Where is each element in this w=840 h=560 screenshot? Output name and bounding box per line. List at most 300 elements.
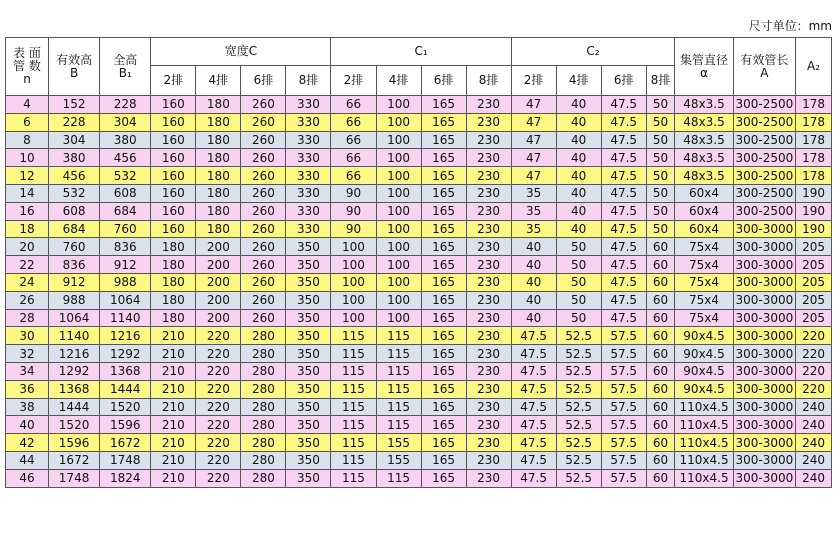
table-cell: 57.5 — [601, 451, 646, 469]
table-cell: 60 — [646, 398, 675, 416]
table-cell: 48x3.5 — [675, 131, 733, 149]
table-cell: 300-3000 — [733, 398, 795, 416]
table-cell: 60 — [646, 380, 675, 398]
table-cell: 210 — [151, 327, 196, 345]
table-cell: 100 — [376, 131, 421, 149]
table-cell: 260 — [241, 309, 286, 327]
table-cell: 180 — [196, 220, 241, 238]
table-row — [6, 345, 832, 363]
table-cell: 57.5 — [601, 327, 646, 345]
table-cell: 115 — [331, 469, 376, 487]
table-cell: 230 — [466, 149, 511, 167]
table-cell: 230 — [466, 96, 511, 114]
table-cell: 40 — [511, 273, 556, 291]
table-cell: 110x4.5 — [675, 416, 733, 434]
table-cell: 230 — [466, 380, 511, 398]
table-cell: 90 — [331, 202, 376, 220]
table-cell: 280 — [241, 345, 286, 363]
table-cell: 1444 — [100, 380, 151, 398]
table-cell: 28 — [6, 309, 49, 327]
table-cell: 38 — [6, 398, 49, 416]
table-cell: 988 — [48, 291, 99, 309]
table-cell: 52.5 — [556, 434, 601, 452]
header-effective-height-line2: B — [69, 65, 79, 80]
table-cell: 52.5 — [556, 345, 601, 363]
table-cell: 912 — [48, 273, 99, 291]
table-cell: 75x4 — [675, 273, 733, 291]
table-cell: 16 — [6, 202, 49, 220]
table-cell: 1824 — [100, 469, 151, 487]
table-row — [6, 184, 832, 202]
table-body — [6, 96, 832, 488]
table-row — [6, 469, 832, 487]
table-cell: 165 — [421, 345, 466, 363]
table-cell: 47.5 — [511, 398, 556, 416]
table-cell: 75x4 — [675, 238, 733, 256]
table-cell: 115 — [331, 345, 376, 363]
table-cell: 350 — [286, 256, 331, 274]
table-cell: 330 — [286, 149, 331, 167]
table-cell: 50 — [646, 184, 675, 202]
table-cell: 50 — [556, 238, 601, 256]
table-cell: 40 — [556, 202, 601, 220]
table-cell: 205 — [796, 238, 832, 256]
table-cell: 300-2500 — [733, 149, 795, 167]
table-cell: 100 — [376, 291, 421, 309]
table-cell: 40 — [511, 238, 556, 256]
table-cell: 40 — [511, 291, 556, 309]
table-cell: 60 — [646, 451, 675, 469]
table-cell: 230 — [466, 327, 511, 345]
table-cell: 165 — [421, 309, 466, 327]
table-cell: 110x4.5 — [675, 451, 733, 469]
table-cell: 230 — [466, 309, 511, 327]
table-cell: 40 — [556, 184, 601, 202]
table-cell: 220 — [196, 380, 241, 398]
table-cell: 75x4 — [675, 309, 733, 327]
header-c2-row-2: 2排 — [511, 66, 556, 96]
table-cell: 230 — [466, 434, 511, 452]
table-cell: 230 — [466, 131, 511, 149]
table-cell: 300-2500 — [733, 131, 795, 149]
table-cell: 165 — [421, 238, 466, 256]
table-row — [6, 202, 832, 220]
table-cell: 42 — [6, 434, 49, 452]
table-cell: 160 — [151, 149, 196, 167]
table-cell: 47 — [511, 131, 556, 149]
table-cell: 100 — [331, 291, 376, 309]
header-c1-row-2: 2排 — [331, 66, 376, 96]
table-cell: 350 — [286, 398, 331, 416]
table-cell: 155 — [376, 451, 421, 469]
table-cell: 47 — [511, 167, 556, 185]
table-cell: 20 — [6, 238, 49, 256]
table-cell: 160 — [151, 202, 196, 220]
table-cell: 1672 — [48, 451, 99, 469]
table-cell: 75x4 — [675, 256, 733, 274]
table-cell: 1292 — [100, 345, 151, 363]
table-cell: 165 — [421, 434, 466, 452]
table-cell: 220 — [196, 434, 241, 452]
table-cell: 178 — [796, 167, 832, 185]
table-cell: 110x4.5 — [675, 434, 733, 452]
table-cell: 210 — [151, 451, 196, 469]
table-cell: 230 — [466, 451, 511, 469]
table-cell: 300-2500 — [733, 202, 795, 220]
table-cell: 180 — [196, 131, 241, 149]
table-cell: 18 — [6, 220, 49, 238]
header-effective-length — [733, 38, 795, 96]
table-cell: 66 — [331, 113, 376, 131]
header-effective-length-line2: A — [760, 65, 769, 80]
table-cell: 280 — [241, 451, 286, 469]
table-cell: 190 — [796, 184, 832, 202]
table-cell: 1672 — [100, 434, 151, 452]
table-cell: 180 — [196, 149, 241, 167]
table-cell: 300-2500 — [733, 113, 795, 131]
table-cell: 300-3000 — [733, 273, 795, 291]
table-cell: 57.5 — [601, 398, 646, 416]
table-cell: 52.5 — [556, 380, 601, 398]
table-cell: 180 — [151, 238, 196, 256]
table-cell: 90x4.5 — [675, 345, 733, 363]
table-cell: 1368 — [100, 362, 151, 380]
table-cell: 90x4.5 — [675, 327, 733, 345]
table-cell: 220 — [196, 398, 241, 416]
header-header-diameter-line2: α — [700, 65, 708, 80]
table-cell: 1596 — [100, 416, 151, 434]
table-cell: 165 — [421, 416, 466, 434]
table-cell: 50 — [556, 256, 601, 274]
table-cell: 228 — [48, 113, 99, 131]
table-cell: 350 — [286, 434, 331, 452]
table-cell: 14 — [6, 184, 49, 202]
header-c2-row-8: 8排 — [646, 66, 675, 96]
table-cell: 100 — [331, 256, 376, 274]
table-cell: 160 — [151, 113, 196, 131]
table-cell: 24 — [6, 273, 49, 291]
table-cell: 1444 — [48, 398, 99, 416]
table-cell: 608 — [48, 202, 99, 220]
table-cell: 760 — [100, 220, 151, 238]
table-cell: 47.5 — [601, 184, 646, 202]
table-cell: 160 — [151, 167, 196, 185]
table-cell: 205 — [796, 273, 832, 291]
table-cell: 300-3000 — [733, 345, 795, 363]
table-cell: 190 — [796, 220, 832, 238]
table-cell: 115 — [376, 469, 421, 487]
table-cell: 35 — [511, 184, 556, 202]
table-cell: 47.5 — [601, 220, 646, 238]
header-width-row-4: 4排 — [196, 66, 241, 96]
table-cell: 1140 — [100, 309, 151, 327]
table-cell: 57.5 — [601, 434, 646, 452]
table-cell: 165 — [421, 362, 466, 380]
table-row — [6, 113, 832, 131]
table-cell: 240 — [796, 416, 832, 434]
table-cell: 115 — [331, 398, 376, 416]
table-cell: 280 — [241, 362, 286, 380]
table-cell: 350 — [286, 469, 331, 487]
table-cell: 230 — [466, 202, 511, 220]
table-row — [6, 238, 832, 256]
table-cell: 60 — [646, 256, 675, 274]
table-cell: 260 — [241, 96, 286, 114]
table-cell: 180 — [196, 113, 241, 131]
header-a2: A₂ — [796, 38, 832, 96]
table-cell: 300-3000 — [733, 291, 795, 309]
table-cell: 90x4.5 — [675, 362, 733, 380]
table-cell: 47.5 — [601, 167, 646, 185]
header-total-height-line2: B₁ — [118, 65, 132, 80]
table-cell: 330 — [286, 167, 331, 185]
header-c2: C₂ — [511, 38, 675, 66]
table-cell: 40 — [511, 309, 556, 327]
table-cell: 300-3000 — [733, 362, 795, 380]
header-tube-count — [6, 38, 49, 96]
table-cell: 47.5 — [601, 256, 646, 274]
table-cell: 300-2500 — [733, 184, 795, 202]
table-cell: 230 — [466, 416, 511, 434]
header-c1-row-8: 8排 — [466, 66, 511, 96]
table-cell: 220 — [796, 327, 832, 345]
table-cell: 205 — [796, 291, 832, 309]
table-cell: 220 — [196, 469, 241, 487]
table-cell: 60 — [646, 327, 675, 345]
table-cell: 180 — [196, 96, 241, 114]
table-cell: 115 — [376, 362, 421, 380]
table-cell: 300-3000 — [733, 238, 795, 256]
table-cell: 12 — [6, 167, 49, 185]
table-cell: 47.5 — [601, 149, 646, 167]
table-cell: 50 — [646, 149, 675, 167]
table-cell: 180 — [196, 202, 241, 220]
table-cell: 300-2500 — [733, 167, 795, 185]
table-cell: 210 — [151, 434, 196, 452]
table-cell: 220 — [196, 327, 241, 345]
table-cell: 1520 — [48, 416, 99, 434]
table-cell: 260 — [241, 131, 286, 149]
table-cell: 47.5 — [511, 345, 556, 363]
table-cell: 280 — [241, 416, 286, 434]
table-cell: 200 — [196, 291, 241, 309]
table-cell: 230 — [466, 362, 511, 380]
table-cell: 47.5 — [601, 131, 646, 149]
table-cell: 260 — [241, 167, 286, 185]
header-header-diameter — [675, 38, 733, 96]
table-cell: 155 — [376, 434, 421, 452]
table-cell: 90 — [331, 220, 376, 238]
table-cell: 57.5 — [601, 362, 646, 380]
table-cell: 230 — [466, 291, 511, 309]
table-cell: 50 — [646, 131, 675, 149]
table-row — [6, 273, 832, 291]
table-cell: 1748 — [48, 469, 99, 487]
table-cell: 210 — [151, 416, 196, 434]
table-cell: 350 — [286, 416, 331, 434]
table-cell: 110x4.5 — [675, 469, 733, 487]
table-cell: 40 — [511, 256, 556, 274]
table-cell: 75x4 — [675, 291, 733, 309]
header-c1-row-6: 6排 — [421, 66, 466, 96]
header-header-diameter-line1: 集管直径 — [680, 52, 729, 67]
header-effective-height — [48, 38, 99, 96]
table-cell: 47 — [511, 149, 556, 167]
table-cell: 66 — [331, 131, 376, 149]
table-cell: 350 — [286, 345, 331, 363]
table-cell: 100 — [376, 184, 421, 202]
table-cell: 115 — [331, 380, 376, 398]
table-row — [6, 380, 832, 398]
table-cell: 300-3000 — [733, 451, 795, 469]
table-cell: 50 — [556, 273, 601, 291]
header-total-height-line1: 全高 — [113, 52, 138, 67]
table-cell: 1064 — [100, 291, 151, 309]
table-cell: 350 — [286, 380, 331, 398]
table-cell: 60 — [646, 416, 675, 434]
table-cell: 165 — [421, 96, 466, 114]
table-cell: 47.5 — [601, 202, 646, 220]
table-cell: 300-3000 — [733, 256, 795, 274]
table-cell: 57.5 — [601, 345, 646, 363]
table-cell: 115 — [331, 416, 376, 434]
table-cell: 1368 — [48, 380, 99, 398]
table-cell: 47.5 — [601, 113, 646, 131]
table-cell: 180 — [196, 167, 241, 185]
table-cell: 260 — [241, 184, 286, 202]
table-cell: 22 — [6, 256, 49, 274]
table-cell: 210 — [151, 345, 196, 363]
table-cell: 240 — [796, 469, 832, 487]
table-cell: 836 — [48, 256, 99, 274]
table-row — [6, 96, 832, 114]
table-cell: 260 — [241, 238, 286, 256]
unit-note: 尺寸单位：mm — [748, 19, 832, 33]
table-cell: 165 — [421, 149, 466, 167]
table-cell: 350 — [286, 291, 331, 309]
table-cell: 165 — [421, 184, 466, 202]
table-cell: 100 — [376, 309, 421, 327]
table-cell: 532 — [48, 184, 99, 202]
table-cell: 160 — [151, 220, 196, 238]
table-cell: 228 — [100, 96, 151, 114]
table-row — [6, 398, 832, 416]
header-width-row-6: 6排 — [241, 66, 286, 96]
table-cell: 230 — [466, 167, 511, 185]
table-cell: 836 — [100, 238, 151, 256]
table-cell: 47.5 — [601, 291, 646, 309]
header-effective-height-line1: 有效高 — [56, 52, 93, 67]
table-cell: 90 — [331, 184, 376, 202]
table-cell: 1520 — [100, 398, 151, 416]
table-cell: 280 — [241, 434, 286, 452]
table-cell: 165 — [421, 327, 466, 345]
table-cell: 60x4 — [675, 184, 733, 202]
table-row — [6, 167, 832, 185]
table-cell: 330 — [286, 131, 331, 149]
table-cell: 60 — [646, 309, 675, 327]
table-cell: 57.5 — [601, 469, 646, 487]
table-cell: 40 — [556, 96, 601, 114]
table-cell: 57.5 — [601, 380, 646, 398]
table-cell: 180 — [151, 256, 196, 274]
table-cell: 230 — [466, 256, 511, 274]
table-cell: 165 — [421, 451, 466, 469]
table-cell: 456 — [48, 167, 99, 185]
table-cell: 47.5 — [511, 380, 556, 398]
table-cell: 160 — [151, 131, 196, 149]
table-cell: 330 — [286, 220, 331, 238]
table-cell: 165 — [421, 291, 466, 309]
table-cell: 230 — [466, 184, 511, 202]
table-cell: 47.5 — [601, 238, 646, 256]
table-row — [6, 362, 832, 380]
table-cell: 230 — [466, 238, 511, 256]
table-cell: 47 — [511, 96, 556, 114]
table-cell: 304 — [48, 131, 99, 149]
table-cell: 165 — [421, 202, 466, 220]
table-cell: 380 — [100, 131, 151, 149]
table-cell: 46 — [6, 469, 49, 487]
table-cell: 60x4 — [675, 220, 733, 238]
table-cell: 760 — [48, 238, 99, 256]
header-total-height — [100, 38, 151, 96]
table-cell: 350 — [286, 238, 331, 256]
table-cell: 165 — [421, 469, 466, 487]
table-cell: 60 — [646, 362, 675, 380]
table-cell: 60 — [646, 291, 675, 309]
table-cell: 50 — [646, 220, 675, 238]
table-cell: 1140 — [48, 327, 99, 345]
table-cell: 200 — [196, 256, 241, 274]
table-cell: 60 — [646, 345, 675, 363]
table-cell: 280 — [241, 327, 286, 345]
table-cell: 40 — [556, 131, 601, 149]
table-cell: 52.5 — [556, 362, 601, 380]
table-cell: 50 — [646, 167, 675, 185]
table-cell: 47.5 — [511, 469, 556, 487]
table-cell: 36 — [6, 380, 49, 398]
table-cell: 300-2500 — [733, 96, 795, 114]
header-width-row-8: 8排 — [286, 66, 331, 96]
table-cell: 330 — [286, 184, 331, 202]
table-cell: 178 — [796, 149, 832, 167]
table-row — [6, 309, 832, 327]
table-cell: 300-3000 — [733, 220, 795, 238]
table-row — [6, 291, 832, 309]
table-cell: 1596 — [48, 434, 99, 452]
table-cell: 350 — [286, 273, 331, 291]
table-cell: 100 — [376, 273, 421, 291]
table-cell: 260 — [241, 273, 286, 291]
header-c1-row-4: 4排 — [376, 66, 421, 96]
table-cell: 160 — [151, 184, 196, 202]
table-cell: 50 — [556, 291, 601, 309]
table-cell: 66 — [331, 149, 376, 167]
table-cell: 200 — [196, 238, 241, 256]
table-cell: 220 — [796, 362, 832, 380]
table-cell: 115 — [376, 345, 421, 363]
table-cell: 35 — [511, 202, 556, 220]
table-cell: 52.5 — [556, 416, 601, 434]
table-cell: 40 — [556, 149, 601, 167]
table-row — [6, 256, 832, 274]
table-cell: 300-3000 — [733, 309, 795, 327]
table-cell: 165 — [421, 398, 466, 416]
table-cell: 220 — [196, 416, 241, 434]
table-cell: 220 — [196, 345, 241, 363]
table-cell: 205 — [796, 309, 832, 327]
